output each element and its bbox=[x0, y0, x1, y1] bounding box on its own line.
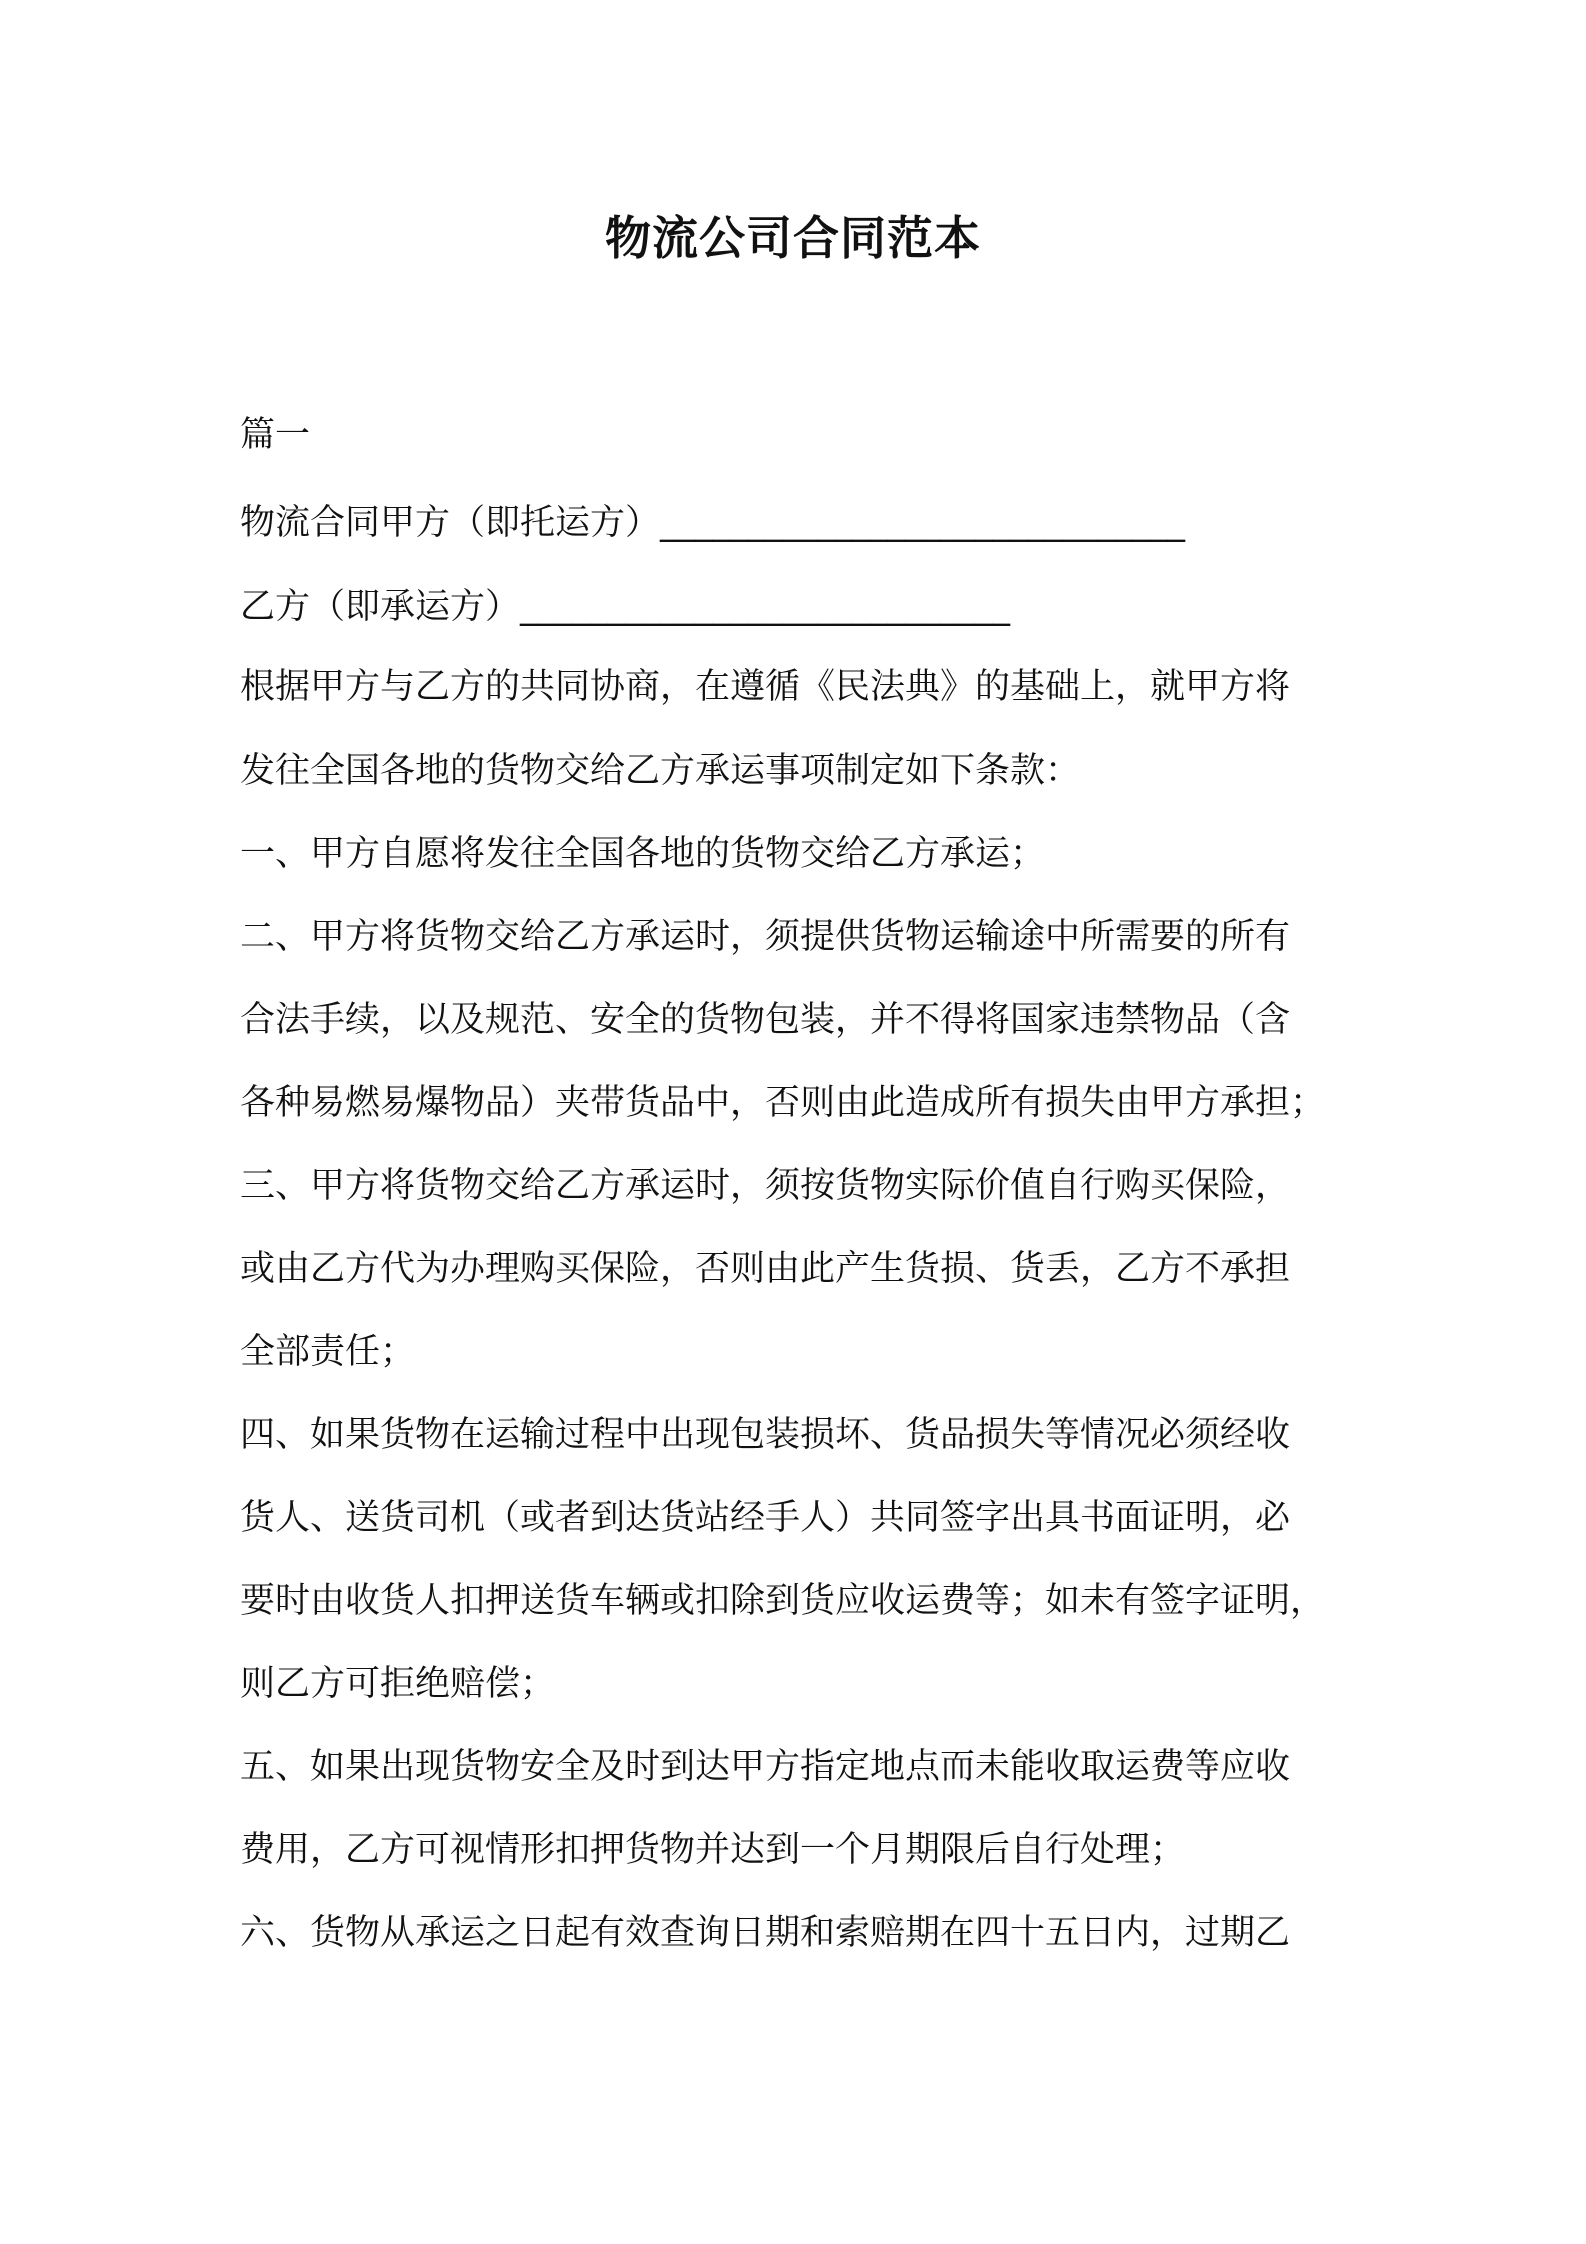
clause-2-line-2: 合法手续，以及规范、安全的货物包装，并不得将国家违禁物品（含 bbox=[240, 1000, 1291, 1040]
clause-2-line-3: 各种易燃易爆物品）夹带货品中，否则由此造成所有损失由甲方承担； bbox=[240, 1083, 1326, 1123]
clause-4-line-3: 要时由收货人扣押送货车辆或扣除到货应收运费等；如未有签字证明， bbox=[240, 1581, 1326, 1621]
clause-4-line-2: 货人、送货司机（或者到达货站经手人）共同签字出具书面证明，必 bbox=[240, 1498, 1291, 1538]
clause-1: 一、甲方自愿将发往全国各地的货物交给乙方承运； bbox=[240, 834, 1046, 874]
clause-5-line-1: 五、如果出现货物安全及时到达甲方指定地点而未能收取运费等应收 bbox=[240, 1747, 1291, 1787]
clause-3-line-2: 或由乙方代为办理购买保险，否则由此产生货损、货丢，乙方不承担 bbox=[240, 1249, 1291, 1289]
clause-4-line-4: 则乙方可拒绝赔偿； bbox=[240, 1664, 556, 1704]
party-b-line: 乙方（即承运方）____________________________ bbox=[240, 587, 1011, 627]
section-label: 篇一 bbox=[240, 415, 311, 455]
clause-3-line-3: 全部责任； bbox=[240, 1332, 416, 1372]
clause-6-line-1: 六、货物从承运之日起有效查询日期和索赔期在四十五日内，过期乙 bbox=[240, 1913, 1291, 1953]
body-line: 根据甲方与乙方的共同协商，在遵循《民法典》的基础上，就甲方将 bbox=[240, 667, 1291, 707]
clause-4-line-1: 四、如果货物在运输过程中出现包装损坏、货品损失等情况必须经收 bbox=[240, 1415, 1291, 1455]
clause-2-line-1: 二、甲方将货物交给乙方承运时，须提供货物运输途中所需要的所有 bbox=[240, 917, 1291, 957]
document-title: 物流公司合同范本 bbox=[605, 211, 981, 265]
body-line: 发往全国各地的货物交给乙方承运事项制定如下条款： bbox=[240, 751, 1081, 791]
clause-3-line-1: 三、甲方将货物交给乙方承运时，须按货物实际价值自行购买保险， bbox=[240, 1166, 1291, 1206]
clause-5-line-2: 费用，乙方可视情形扣押货物并达到一个月期限后自行处理； bbox=[240, 1830, 1186, 1870]
party-a-line: 物流合同甲方（即托运方）______________________________ bbox=[240, 503, 1186, 543]
